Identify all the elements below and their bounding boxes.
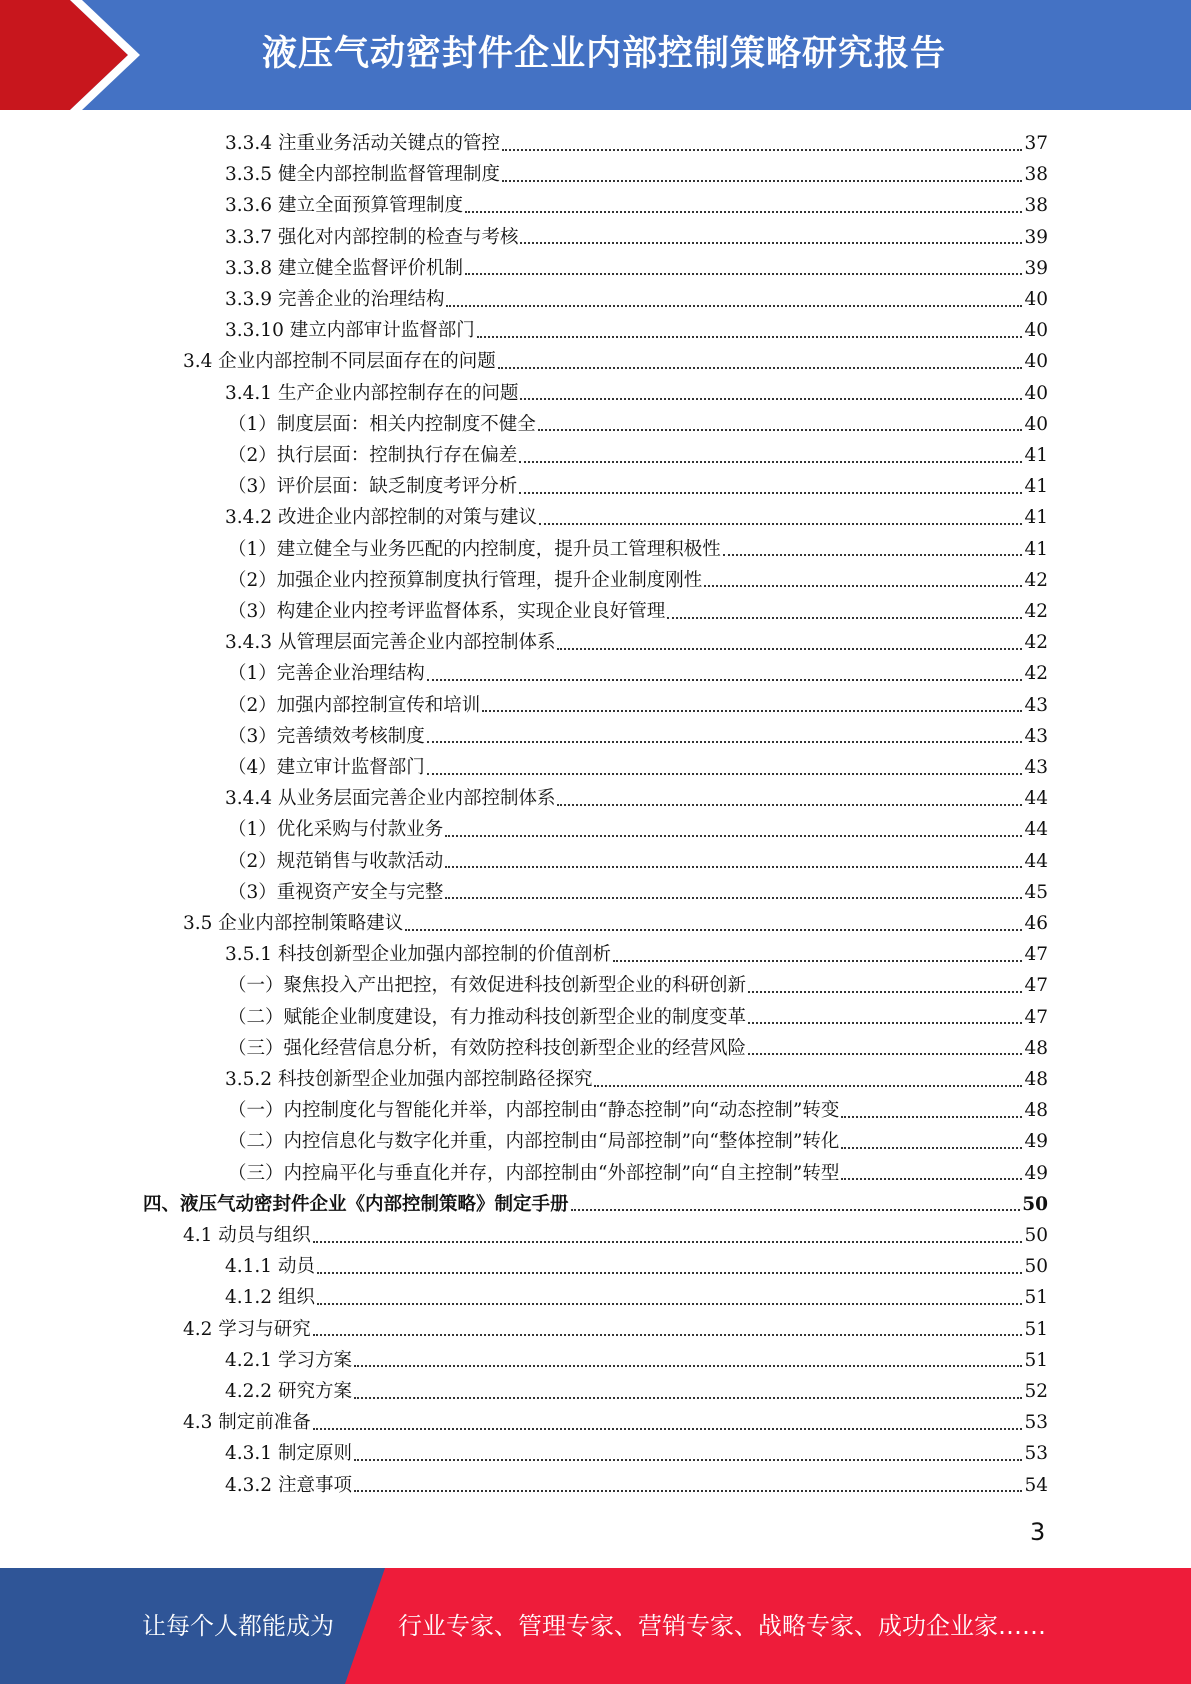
toc-entry-label: （1）制度层面：相关内控制度不健全 (228, 413, 536, 435)
toc-entry[interactable] (225, 222, 1048, 253)
toc-entry[interactable] (225, 627, 1048, 658)
toc-entry-label: （一）聚焦投入产出把控，有效促进科技创新型企业的科研创新 (228, 975, 747, 997)
toc-entry-label: 3.5.1 科技创新型企业加强内部控制的价值剖析 (225, 944, 611, 966)
toc-entry-page: 42 (1024, 663, 1048, 685)
toc-leader-dots (465, 273, 1022, 275)
toc-entry-label: （3）评价层面：缺乏制度考评分析 (228, 476, 518, 498)
toc-entry[interactable] (225, 1345, 1048, 1376)
toc-entry[interactable] (225, 1251, 1048, 1282)
toc-entry-page: 41 (1024, 538, 1048, 560)
toc-entry-label: （3）构建企业内控考评监督体系，实现企业良好管理 (228, 601, 666, 622)
toc-entry-label: 四、液压气动密封件企业《内部控制策略》制定手册 (143, 1193, 569, 1215)
toc-entry-label: 4.2.2 研究方案 (225, 1381, 352, 1402)
toc-entry-page: 50 (1024, 1225, 1048, 1246)
toc-entry-label: （4）建立审计监督部门 (228, 757, 425, 778)
toc-entry-label: （三）内控扁平化与垂直化并存，内部控制由“外部控制”向“自主控制”转型 (228, 1162, 840, 1184)
toc-entry-label: 3.4.3 从管理层面完善企业内部控制体系 (225, 632, 556, 654)
toc-entry-page: 44 (1024, 819, 1048, 841)
toc-leader-dots (313, 1241, 1023, 1243)
toc-leader-dots (613, 960, 1022, 962)
toc-entry[interactable] (228, 1033, 1048, 1064)
toc-leader-dots (571, 1209, 1021, 1211)
toc-entry[interactable] (228, 1095, 1048, 1126)
toc-entry-page: 47 (1024, 1006, 1048, 1028)
toc-entry[interactable] (228, 534, 1048, 565)
toc-entry[interactable] (228, 814, 1048, 845)
toc-leader-dots (354, 1490, 1023, 1492)
toc-entry-page: 47 (1024, 944, 1048, 966)
toc-leader-dots (445, 866, 1022, 868)
toc-leader-dots (538, 429, 1023, 431)
toc-entry-page: 42 (1024, 601, 1048, 622)
toc-entry[interactable] (228, 970, 1048, 1001)
toc-leader-dots (498, 367, 1023, 369)
toc-leader-dots (427, 741, 1023, 743)
toc-entry-page: 54 (1024, 1474, 1048, 1496)
toc-leader-dots (482, 710, 1022, 712)
toc-entry-label: 4.2.1 学习方案 (225, 1349, 352, 1371)
toc-entry[interactable] (228, 471, 1048, 502)
footer-slogan-left: 让每个人都能成为 (142, 1612, 334, 1640)
toc-entry-page: 49 (1024, 1131, 1048, 1153)
toc-leader-dots (445, 835, 1022, 837)
toc-entry-label: 4.3.1 制定原则 (225, 1443, 352, 1465)
toc-entry-page: 44 (1024, 850, 1048, 872)
toc-leader-dots (446, 305, 1022, 307)
toc-entry[interactable] (225, 1438, 1048, 1469)
toc-entry[interactable] (228, 658, 1048, 689)
toc-entry[interactable] (228, 752, 1048, 783)
toc-entry[interactable] (183, 1407, 1048, 1438)
toc-entry[interactable] (225, 1282, 1048, 1313)
toc-leader-dots (354, 1459, 1023, 1461)
toc-leader-dots (723, 554, 1023, 556)
toc-entry-page: 42 (1024, 569, 1048, 591)
toc-entry-page: 40 (1024, 351, 1048, 373)
toc-leader-dots (520, 242, 1022, 244)
toc-entry-page: 49 (1024, 1162, 1048, 1184)
toc-entry[interactable] (225, 502, 1048, 533)
toc-entry-label: 4.3 制定前准备 (183, 1412, 311, 1434)
toc-entry-page: 51 (1024, 1287, 1048, 1309)
toc-entry-page: 50 (1024, 1256, 1048, 1278)
toc-entry-label: （2）规范销售与收款活动 (228, 850, 444, 872)
toc-entry-page: 38 (1024, 195, 1048, 217)
toc-entry[interactable] (225, 1470, 1048, 1501)
toc-entry-label: 4.3.2 注意事项 (225, 1474, 352, 1496)
toc-entry-label: （2）执行层面：控制执行存在偏差 (228, 445, 518, 466)
toc-entry-page: 52 (1024, 1381, 1048, 1402)
toc-entry-page: 48 (1024, 1100, 1048, 1122)
toc-entry[interactable] (228, 1158, 1048, 1189)
toc-leader-dots (502, 149, 1022, 151)
toc-entry-label: 3.4 企业内部控制不同层面存在的问题 (183, 351, 496, 373)
toc-entry[interactable] (228, 565, 1048, 596)
toc-entry-page: 48 (1024, 1069, 1048, 1090)
toc-entry-label: 3.3.7 强化对内部控制的检查与考核 (225, 226, 519, 248)
toc-entry-page: 39 (1024, 226, 1048, 248)
toc-entry-label: 3.3.6 建立全面预算管理制度 (225, 195, 463, 217)
toc-entry[interactable] (228, 1126, 1048, 1157)
toc-entry-label: 4.2 学习与研究 (183, 1318, 311, 1340)
toc-leader-dots (317, 1272, 1023, 1274)
toc-leader-dots (477, 336, 1023, 338)
toc-entry[interactable] (225, 378, 1048, 409)
toc-entry-page: 51 (1024, 1318, 1048, 1340)
toc-leader-dots (427, 679, 1023, 681)
toc-entry[interactable] (228, 409, 1048, 440)
toc-entry[interactable] (225, 159, 1048, 190)
toc-entry[interactable] (225, 284, 1048, 315)
toc-leader-dots (748, 1022, 1022, 1024)
toc-leader-dots (748, 1053, 1022, 1055)
toc-leader-dots (427, 773, 1023, 775)
toc-entry-label: （三）强化经营信息分析，有效防控科技创新型企业的经营风险 (228, 1037, 747, 1059)
toc-entry[interactable] (228, 1002, 1048, 1033)
toc-leader-dots (667, 617, 1022, 619)
toc-entry[interactable] (183, 908, 1048, 939)
toc-leader-dots (557, 648, 1022, 650)
toc-entry-label: （二）内控信息化与数字化并重，内部控制由“局部控制”向“整体控制”转化 (228, 1131, 840, 1153)
toc-leader-dots (445, 897, 1022, 899)
toc-entry[interactable] (225, 939, 1048, 970)
toc-entry-page: 43 (1024, 725, 1048, 747)
toc-entry-page: 45 (1024, 881, 1048, 903)
toc-entry-page: 43 (1024, 757, 1048, 778)
toc-leader-dots (539, 523, 1022, 525)
toc-entry-label: 3.4.4 从业务层面完善企业内部控制体系 (225, 788, 556, 810)
toc-entry-page: 38 (1024, 164, 1048, 186)
toc-entry-page: 50 (1022, 1193, 1048, 1215)
toc-entry-label: （2）加强企业内控预算制度执行管理，提升企业制度刚性 (228, 569, 703, 591)
toc-entry-label: 4.1 动员与组织 (183, 1225, 311, 1246)
toc-entry-page: 39 (1024, 257, 1048, 279)
toc-entry-page: 41 (1024, 507, 1048, 529)
page-header (0, 0, 1191, 110)
toc-entry-label: 4.1.2 组织 (225, 1287, 315, 1309)
toc-leader-dots (354, 1365, 1023, 1367)
toc-entry-page: 53 (1024, 1443, 1048, 1465)
toc-entry-label: （3）完善绩效考核制度 (228, 725, 425, 747)
toc-entry[interactable] (183, 346, 1048, 377)
toc-leader-dots (841, 1116, 1022, 1118)
toc-entry-page: 51 (1024, 1349, 1048, 1371)
toc-leader-dots (313, 1428, 1023, 1430)
toc-leader-dots (704, 585, 1022, 587)
toc-leader-dots (841, 1147, 1022, 1149)
toc-entry[interactable] (225, 1064, 1048, 1095)
toc-entry-label: 3.4.2 改进企业内部控制的对策与建议 (225, 507, 537, 529)
toc-leader-dots (502, 180, 1022, 182)
toc-entry-page: 44 (1024, 788, 1048, 810)
toc-leader-dots (841, 1178, 1022, 1180)
toc-entry-page: 40 (1024, 413, 1048, 435)
toc-leader-dots (520, 398, 1022, 400)
toc-entry-page: 40 (1024, 382, 1048, 404)
toc-leader-dots (465, 211, 1022, 213)
toc-entry-page: 42 (1024, 632, 1048, 654)
toc-entry[interactable] (228, 596, 1048, 627)
toc-entry-page: 41 (1024, 445, 1048, 466)
toc-entry[interactable] (228, 690, 1048, 721)
toc-entry[interactable] (228, 846, 1048, 877)
toc-entry-label: 3.3.8 建立健全监督评价机制 (225, 257, 463, 279)
toc-entry[interactable] (225, 315, 1048, 346)
toc-entry[interactable] (225, 1376, 1048, 1407)
toc-entry[interactable] (183, 1314, 1048, 1345)
footer-slogan-right: 行业专家、管理专家、营销专家、战略专家、成功企业家…… (398, 1612, 1046, 1640)
toc-leader-dots (313, 1334, 1023, 1336)
toc-leader-dots (748, 991, 1022, 993)
toc-entry[interactable] (225, 128, 1048, 159)
toc-entry-page: 47 (1024, 975, 1048, 997)
toc-entry[interactable] (183, 1220, 1048, 1251)
page-footer (0, 1568, 1191, 1684)
toc-entry-label: 3.5 企业内部控制策略建议 (183, 913, 404, 934)
toc-entry-page: 40 (1024, 289, 1048, 310)
toc-entry-label: （1）完善企业治理结构 (228, 663, 425, 685)
toc-entry[interactable] (225, 783, 1048, 814)
toc-leader-dots (354, 1397, 1023, 1399)
toc-entry-label: 3.4.1 生产企业内部控制存在的问题 (225, 382, 519, 404)
toc-entry-page: 41 (1024, 476, 1048, 498)
toc-entry-label: （3）重视资产安全与完整 (228, 881, 444, 903)
toc-entry-page: 48 (1024, 1037, 1048, 1059)
toc-entry-label: （2）加强内部控制宣传和培训 (228, 694, 481, 716)
toc-entry-page: 46 (1024, 913, 1048, 934)
toc-entry-label: （1）建立健全与业务匹配的内控制度，提升员工管理积极性 (228, 538, 721, 560)
page-number: 3 (1030, 1518, 1046, 1546)
toc-entry-page: 37 (1024, 133, 1048, 154)
toc-entry-page: 43 (1024, 694, 1048, 716)
toc-leader-dots (594, 1085, 1022, 1087)
toc-leader-dots (317, 1303, 1023, 1305)
toc-entry[interactable] (228, 721, 1048, 752)
toc-entry-label: （1）优化采购与付款业务 (228, 819, 444, 841)
toc-entry-label: 3.3.10 建立内部审计监督部门 (225, 320, 475, 342)
toc-entry[interactable] (143, 1189, 1048, 1220)
toc-entry-page: 40 (1024, 320, 1048, 342)
report-title: 液压气动密封件企业内部控制策略研究报告 (262, 34, 947, 74)
toc-entry[interactable] (225, 253, 1048, 284)
toc-entry-label: 3.3.4 注重业务活动关键点的管控 (225, 133, 500, 154)
toc-leader-dots (557, 804, 1022, 806)
toc-entry[interactable] (228, 877, 1048, 908)
toc-entry-label: 3.3.9 完善企业的治理结构 (225, 289, 445, 310)
toc-entry-label: 4.1.1 动员 (225, 1256, 315, 1278)
header-arrow-decoration (0, 0, 150, 110)
toc-leader-dots (519, 492, 1022, 494)
toc-entry[interactable] (228, 440, 1048, 471)
toc-leader-dots (405, 929, 1022, 931)
toc-leader-dots (519, 461, 1022, 463)
toc-entry-page: 53 (1024, 1412, 1048, 1434)
toc-entry-label: 3.5.2 科技创新型企业加强内部控制路径探究 (225, 1069, 593, 1090)
toc-entry-label: 3.3.5 健全内部控制监督管理制度 (225, 164, 500, 186)
toc-entry[interactable] (225, 190, 1048, 221)
toc-entry-label: （二）赋能企业制度建设，有力推动科技创新型企业的制度变革 (228, 1006, 747, 1028)
toc-entry-label: （一）内控制度化与智能化并举，内部控制由“静态控制”向“动态控制”转变 (228, 1100, 840, 1122)
